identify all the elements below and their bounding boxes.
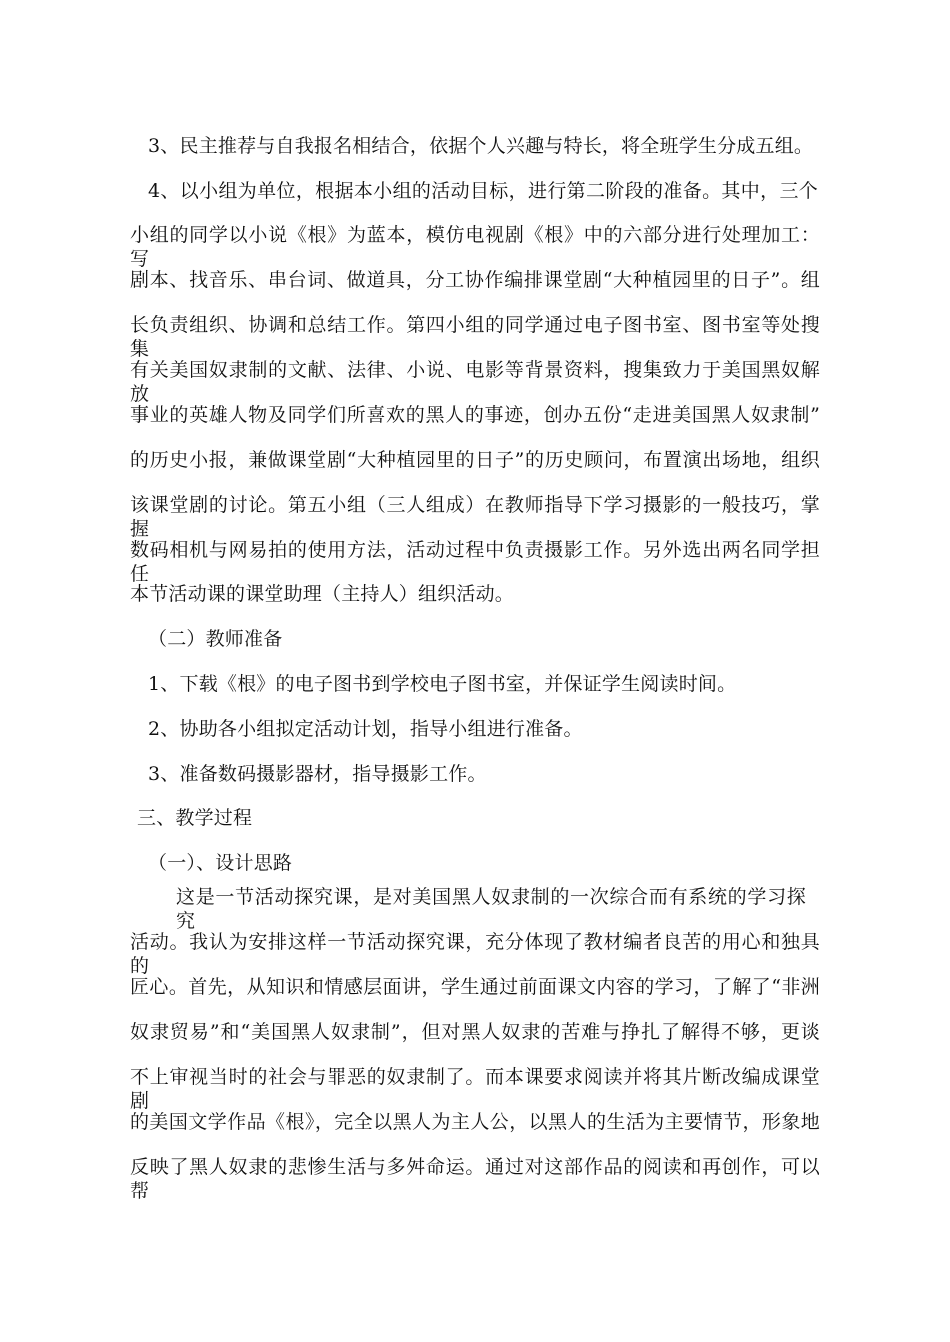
paragraph-line: 事业的英雄人物及同学们所喜欢的黑人的事迹，创办五份“走进美国黑人奴隶制”	[130, 404, 820, 426]
paragraph-line: 不上审视当时的社会与罪恶的奴隶制了。而本课要求阅读并将其片断改编成课堂剧	[130, 1066, 820, 1112]
paragraph-line: 本节活动课的课堂助理（主持人）组织活动。	[130, 583, 515, 605]
paragraph-line: 剧本、找音乐、串台词、做道具，分工协作编排课堂剧“大种植园里的日子”。组	[130, 269, 820, 291]
paragraph-line: 反映了黑人奴隶的悲惨生活与多舛命运。通过对这部作品的阅读和再创作，可以帮	[130, 1156, 820, 1202]
list-item: 3、准备数码摄影器材，指导摄影工作。	[148, 763, 487, 785]
section-heading: 三、教学过程	[137, 807, 253, 829]
section-heading: （二）教师准备	[148, 628, 283, 650]
paragraph-line: 3、民主推荐与自我报名相结合，依据个人兴趣与特长，将全班学生分成五组。	[148, 135, 814, 157]
paragraph-line: 这是一节活动探究课，是对美国黑人奴隶制的一次综合而有系统的学习探究	[176, 886, 806, 932]
paragraph-line: 有关美国奴隶制的文献、法律、小说、电影等背景资料，搜集致力于美国黑奴解放	[130, 359, 820, 405]
paragraph-line: 活动。我认为安排这样一节活动探究课，充分体现了教材编者良苦的用心和独具的	[130, 931, 820, 977]
section-heading: （一）、设计思路	[148, 852, 293, 874]
paragraph-line: 奴隶贸易”和“美国黑人奴隶制”，但对黑人奴隶的苦难与挣扎了解得不够，更谈	[130, 1021, 820, 1043]
paragraph-line: 4、以小组为单位，根据本小组的活动目标，进行第二阶段的准备。其中，三个	[148, 180, 818, 202]
list-item: 2、协助各小组拟定活动计划，指导小组进行准备。	[148, 718, 583, 740]
list-item: 1、下载《根》的电子图书到学校电子图书室，并保证学生阅读时间。	[148, 673, 737, 695]
paragraph-line: 匠心。首先，从知识和情感层面讲，学生通过前面课文内容的学习，了解了“非洲	[130, 976, 820, 998]
paragraph-line: 的历史小报，兼做课堂剧“大种植园里的日子”的历史顾问，布置演出场地，组织	[130, 449, 820, 471]
paragraph-line: 小组的同学以小说《根》为蓝本，模仿电视剧《根》中的六部分进行处理加工：写	[130, 224, 820, 270]
paragraph-line: 数码相机与网易拍的使用方法，活动过程中负责摄影工作。另外选出两名同学担任	[130, 539, 820, 585]
paragraph-line: 长负责组织、协调和总结工作。第四小组的同学通过电子图书室、图书室等处搜集	[130, 314, 820, 360]
paragraph-line: 该课堂剧的讨论。第五小组（三人组成）在教师指导下学习摄影的一般技巧，掌握	[130, 494, 820, 540]
paragraph-line: 的美国文学作品《根》，完全以黑人为主人公，以黑人的生活为主要情节，形象地	[130, 1111, 820, 1133]
